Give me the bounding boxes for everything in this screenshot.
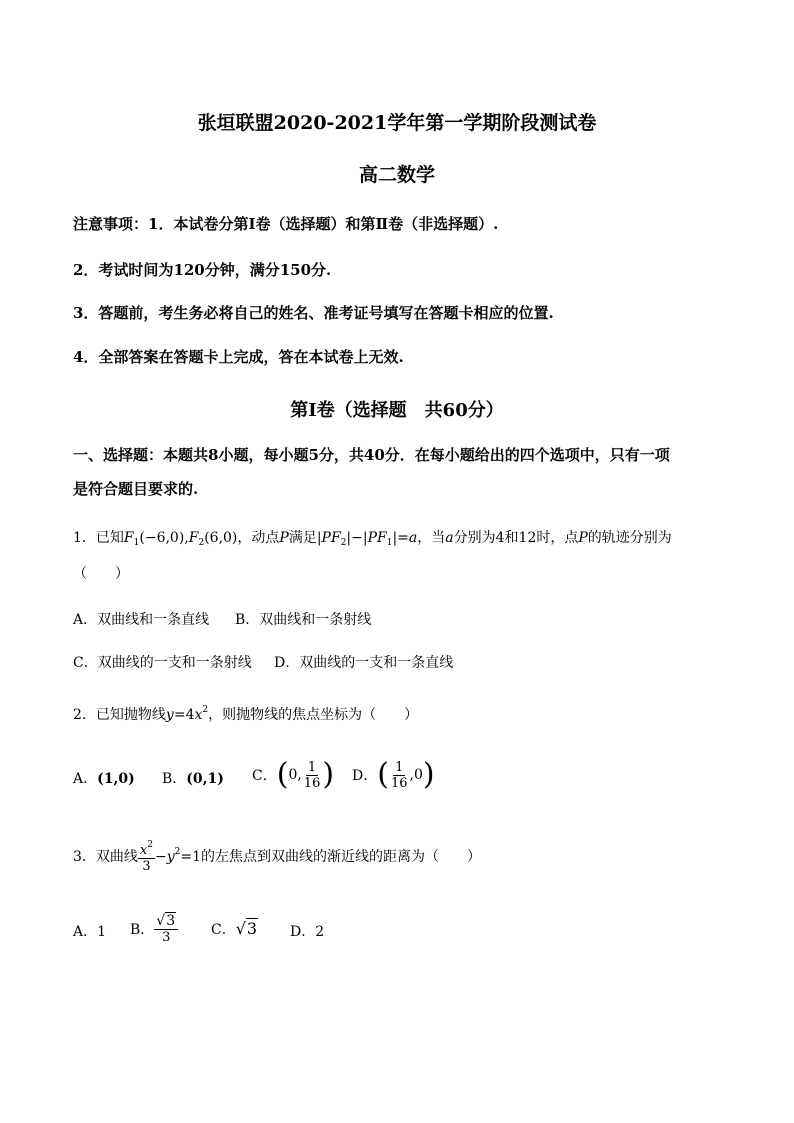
q3-fraction-x2-over-3: $\frac{x^2}{3}$: [139, 840, 153, 874]
q1-when: ，当: [417, 530, 446, 546]
notice-3: 3．答题前，考生务必将自己的姓名、准考证号填写在答题卡相应的位置.: [73, 304, 554, 322]
q1-point-p2: P: [578, 530, 588, 546]
q1-var-a: a: [445, 530, 454, 546]
q3-option-c-label: C．: [211, 922, 236, 938]
q1-cond: 满足: [288, 530, 317, 546]
section-title: 第Ⅰ卷（选择题 共60分）: [290, 400, 504, 421]
q2-option-a-label: A．: [73, 771, 98, 787]
q2-option-c-fraction: $\frac{1}{16}$: [303, 759, 321, 791]
q2-prefix: 2．已知抛物线: [73, 707, 166, 723]
question-1-stem: [73, 527, 672, 548]
q1-prefix: 1．已知: [73, 530, 124, 546]
q2-option-a-value: (1,0): [97, 771, 135, 787]
q1-answer-blank: （ ）: [73, 566, 129, 582]
q1-option-c: C．双曲线的一支和一条射线: [73, 655, 252, 671]
q3-option-d: D．2: [290, 924, 325, 940]
notice-4: 4．全部答案在答题卡上完成，答在本试卷上无效.: [73, 348, 404, 366]
q1-condition-formula: $|PF_2|-|PF_1|=a$: [316, 530, 418, 548]
q2-option-d-label: D．: [352, 768, 378, 784]
q2-option-d-fraction: $\frac{1}{16}$: [390, 759, 408, 791]
q1-option-b: B．双曲线和一条射线: [235, 612, 372, 628]
section-instruction-line2: 是符合题目要求的.: [73, 480, 199, 498]
q3-prefix: 3．双曲线: [73, 849, 138, 865]
q3-option-c-sqrt3: √3: [235, 919, 258, 938]
question-3-stem: [73, 836, 481, 876]
question-2-stem: [73, 704, 418, 724]
notice-1: 注意事项：1．本试卷分第Ⅰ卷（选择题）和第Ⅱ卷（非选择题）.: [73, 215, 499, 233]
q3-option-b: [130, 906, 178, 952]
q1-foci-formula: $F_1(-6,0),F_2(6,0)$: [123, 530, 238, 548]
q1-mid: ，动点: [237, 530, 280, 546]
q3-option-c: [211, 919, 258, 939]
exam-title: 张垣联盟2020-2021学年第一学期阶段测试卷: [197, 112, 597, 134]
q2-option-b-label: B．: [162, 771, 187, 787]
q2-option-c-label: C．: [252, 768, 277, 784]
q3-equation-rest: $-y^2=1$: [155, 847, 202, 865]
q1-point-p: P: [279, 530, 289, 546]
q1-option-a: A．双曲线和一条直线: [73, 612, 210, 628]
q1-option-d: D．双曲线的一支和一条直线: [274, 655, 454, 671]
q3-option-a: A．1: [73, 924, 107, 940]
q1-tail: 分别为4和12时，点: [453, 530, 579, 546]
q2-option-b-value: (0,1): [186, 771, 224, 787]
q2-option-d: D． ( $\frac{1}{16}$ ,0 ): [352, 757, 435, 792]
q2-option-c: C． ( 0, $\frac{1}{16}$ ): [252, 757, 335, 792]
section-instruction-line1: 一、选择题：本题共8小题，每小题5分，共40分．在每小题给出的四个选项中，只有一项: [73, 446, 670, 464]
q3-option-b-label: B．: [130, 922, 155, 938]
q2-tail: ，则抛物线的焦点坐标为（ ）: [208, 707, 419, 723]
q3-tail: 的左焦点到双曲线的渐近线的距离为（ ）: [201, 849, 482, 865]
exam-subject: 高二数学: [358, 164, 435, 186]
q2-option-a: [73, 768, 135, 788]
notice-2: 2．考试时间为120分钟，满分150分.: [73, 261, 332, 279]
q2-parabola-formula: $y=4x^2$: [165, 705, 209, 723]
q3-option-b-fraction: $\frac{√3}{3}$: [154, 914, 178, 945]
q2-option-b: [162, 768, 224, 788]
q1-tail2: 的轨迹分别为: [587, 530, 672, 546]
